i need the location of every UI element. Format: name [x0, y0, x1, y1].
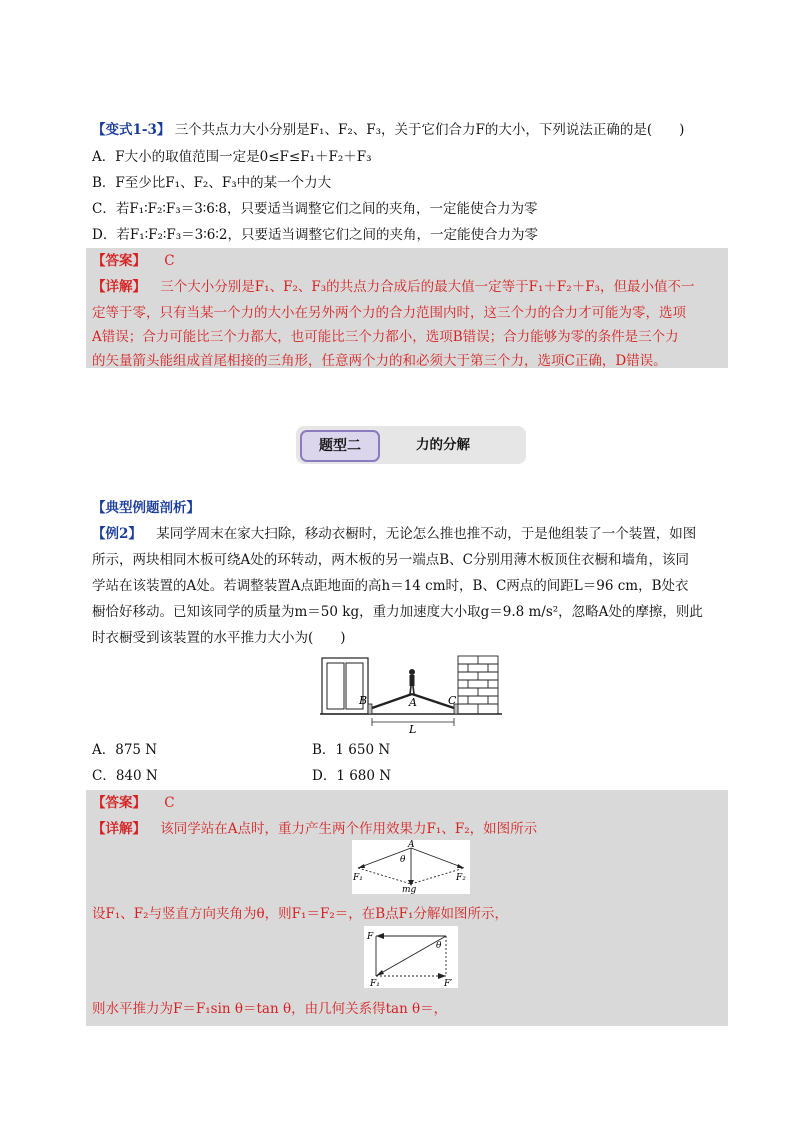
variant-detail-line-4: 的矢量箭头能组成首尾相接的三角形，任意两个力的和必须大于第三个力，选项C正确，D错误。	[92, 353, 667, 369]
fig2-f: F	[367, 932, 374, 942]
section-label: 题型二	[300, 430, 380, 462]
fig1-label-a: A	[408, 840, 415, 850]
example-option-c: C．840 N	[92, 768, 158, 784]
variant-option-b: B．F至少比F₁、F₂、F₃中的某一个力大	[92, 175, 332, 191]
fig1-mg: mg	[402, 885, 417, 894]
fig1-f1: F₁	[353, 873, 363, 883]
force-decomposition-figure	[352, 840, 470, 894]
variant-answer-tag: 【答案】	[92, 253, 146, 269]
example-option-a: A．875 N	[92, 742, 158, 758]
variant-answer-line	[92, 252, 175, 270]
variant-detail-line-1: 【详解】 三个大小分别是F₁、F₂、F₃的共点力合成后的最大值一定等于F₁＋F₂＋F₃，但最小值不一	[92, 279, 695, 295]
example-line-2: 所示，两块相同木板可绕A处的环转动，两木板的另一端点B、C分别用薄木板顶住衣橱和墙角，该同	[92, 552, 689, 568]
force-rectangle-figure	[364, 926, 458, 988]
fig2-f1: F₁	[370, 979, 380, 988]
variant-detail-tag: 【详解】	[92, 279, 146, 295]
example-answer-tag: 【答案】	[92, 795, 146, 811]
analysis-heading: 【典型例题剖析】	[92, 500, 200, 516]
example-line-3: 学站在该装置的A处。若调整装置A点距地面的高h＝14 cm时，B、C两点的间距L＝96 cm，B处衣	[92, 578, 689, 594]
section-heading	[296, 426, 526, 464]
example-detail-line-3: 则水平推力为F＝F₁sin θ＝tan θ，由几何关系得tan θ＝，	[92, 1001, 448, 1017]
example-line-5: 时衣橱受到该装置的水平推力大小为( )	[92, 630, 346, 646]
example-answer: C	[164, 795, 175, 811]
label-l: L	[409, 723, 417, 734]
fig2-fprime: F′	[444, 979, 453, 988]
label-c: C	[448, 694, 457, 707]
fig1-theta: θ	[400, 855, 406, 865]
variant-question: 三个共点力大小分别是F₁、F₂、F₃，关于它们合力F的大小，下列说法正确的是( )	[174, 122, 685, 138]
section-title: 力的分解	[416, 437, 470, 453]
example-option-d: D．1 680 N	[312, 768, 392, 784]
variant-detail-line-3: A错误；合力可能比三个力都大，也可能比三个力都小，选项B错误；合力能够为零的条件是三个力	[92, 329, 679, 345]
label-b: B	[359, 694, 368, 707]
example-answer-line	[92, 794, 175, 812]
variant-option-c: C．若F₁∶F₂∶F₃＝3∶6∶8，只要适当调整它们之间的夹角，一定能使合力为零	[92, 201, 538, 217]
example-line-1: 【例2】 某同学周末在家大扫除，移动衣橱时，无论怎么推也推不动，于是他组装了一个装置，如图	[92, 526, 697, 542]
variant-option-d: D．若F₁∶F₂∶F₃＝3∶6∶2，只要适当调整它们之间的夹角，一定能使合力为零	[92, 227, 538, 243]
example-line-4: 橱恰好移动。已知该同学的质量为m＝50 kg，重力加速度大小取g＝9.8 m/s²，忽略A处的摩擦，则此	[92, 604, 703, 620]
wardrobe-device-figure	[320, 654, 502, 734]
example-detail-line-2: 设F₁、F₂与竖直方向夹角为θ，则F₁＝F₂＝，在B点F₁分解如图所示，	[92, 906, 508, 922]
fig2-theta: θ	[436, 941, 442, 951]
example-option-b: B．1 650 N	[312, 742, 391, 758]
example-tag: 【例2】	[92, 526, 142, 542]
fig1-f2: F₂	[456, 873, 466, 883]
variant-answer: C	[164, 253, 175, 269]
variant-option-a: A．F大小的取值范围一定是0≤F≤F₁＋F₂＋F₃	[92, 149, 372, 165]
example-detail-tag: 【详解】	[92, 821, 146, 837]
example-detail-line-1: 【详解】 该同学站在A点时，重力产生两个作用效果力F₁、F₂，如图所示	[92, 821, 538, 837]
variant-detail-line-2: 定等于零，只有当某一个力的大小在另外两个力的合力范围内时，这三个力的合力才可能为零，选项	[92, 305, 686, 321]
variant-question-line	[92, 121, 684, 139]
label-a: A	[409, 696, 417, 709]
variant-tag: 【变式1-3】	[92, 122, 171, 138]
